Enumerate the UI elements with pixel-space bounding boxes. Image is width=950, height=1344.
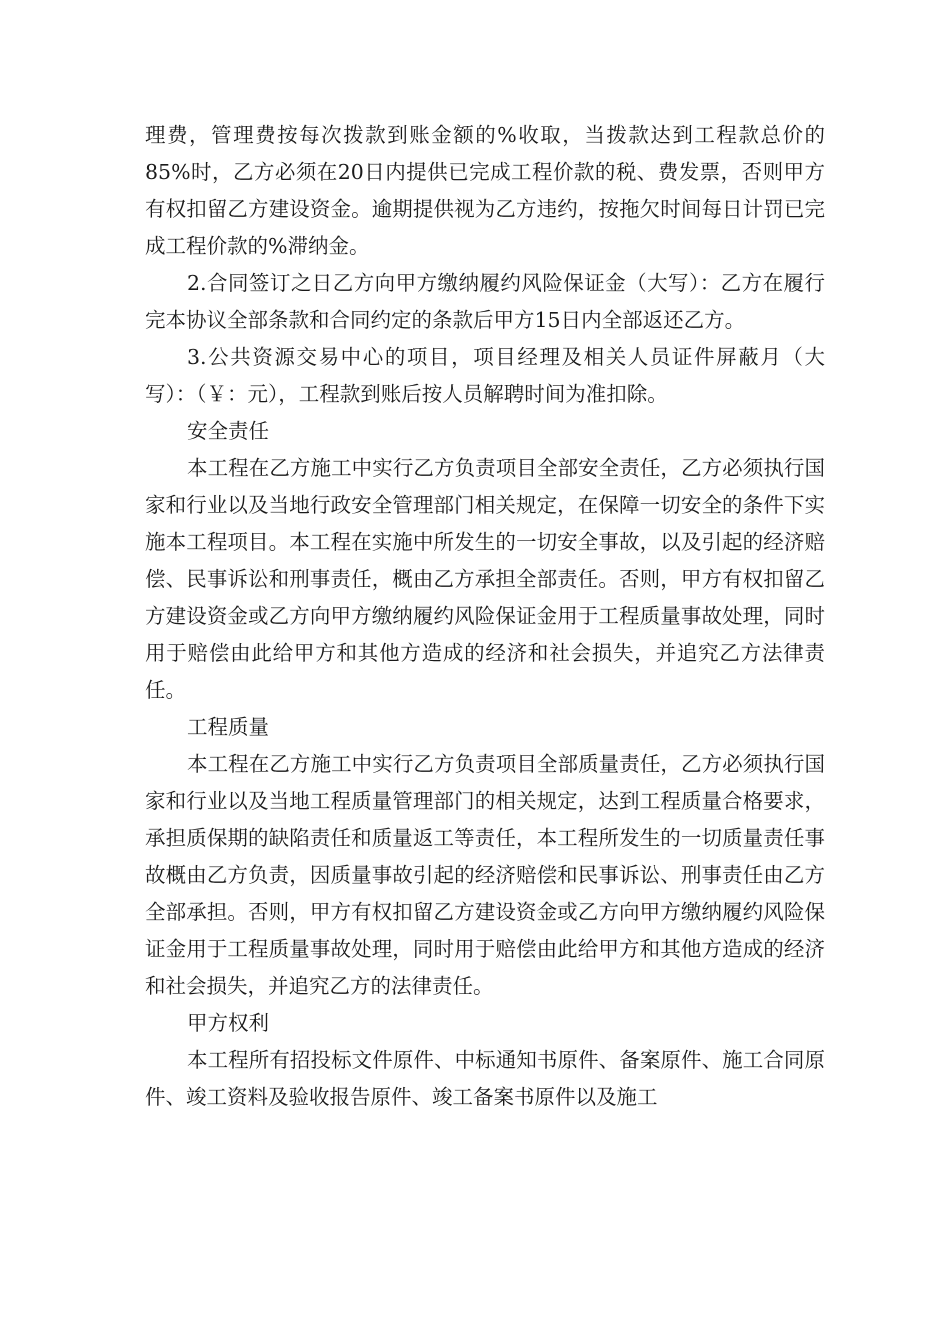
paragraph-safety: 本工程在乙方施工中实行乙方负责项目全部安全责任，乙方必须执行国家和行业以及当地行政安全管理部门相关规定，在保障一切安全的条件下实施本工程项目。本工程在实施中所发生的一切安全事故，以及引起的经济赔偿、民事诉讼和刑事责任，概由乙方承担全部责任。否则，甲方有权扣留乙方建设资金或乙方向甲方缴纳履约风险保证金用于工程质量事故处理，同时用于赔偿由此给甲方和其他方造成的经济和社会损失，并追究乙方法律责任。 [145,456,825,702]
paragraph-party-a-rights: 本工程所有招投标文件原件、中标通知书原件、备案原件、施工合同原件、竣工资料及验收报告原件、竣工备案书原件以及施工 [145,1048,825,1109]
paragraph-quality: 本工程在乙方施工中实行乙方负责项目全部质量责任，乙方必须执行国家和行业以及当地工程质量管理部门的相关规定，达到工程质量合格要求，承担质保期的缺陷责任和质量返工等责任，本工程所发生的一切质量责任事故概由乙方负责，因质量事故引起的经济赔偿和民事诉讼、刑事责任由乙方全部承担。否则，甲方有权扣留乙方建设资金或乙方向甲方缴纳履约风险保证金用于工程质量事故处理，同时用于赔偿由此给甲方和其他方造成的经济和社会损失，并追究乙方的法律责任。 [145,752,825,998]
paragraph-clause-3: 3.公共资源交易中心的项目，项目经理及相关人员证件屏蔽月（大写）：（￥：元），工程款到账后按人员解聘时间为准扣除。 [145,345,825,406]
paragraph-continuation: 理费，管理费按每次拨款到账金额的%收取，当拨款达到工程款总价的85%时，乙方必须在20日内提供已完成工程价款的税、费发票，否则甲方有权扣留乙方建设资金。逾期提供视为乙方违约，按拖欠时间每日计罚已完成工程价款的%滞纳金。 [145,123,825,258]
section-heading-quality: 工程质量 [187,715,269,739]
paragraph-clause-2: 2.合同签订之日乙方向甲方缴纳履约风险保证金（大写）：乙方在履行完本协议全部条款和合同约定的条款后甲方15日内全部返还乙方。 [145,271,825,332]
section-heading-party-a-rights: 甲方权利 [187,1011,269,1035]
section-heading-safety: 安全责任 [187,419,269,443]
document-body [145,117,825,1116]
